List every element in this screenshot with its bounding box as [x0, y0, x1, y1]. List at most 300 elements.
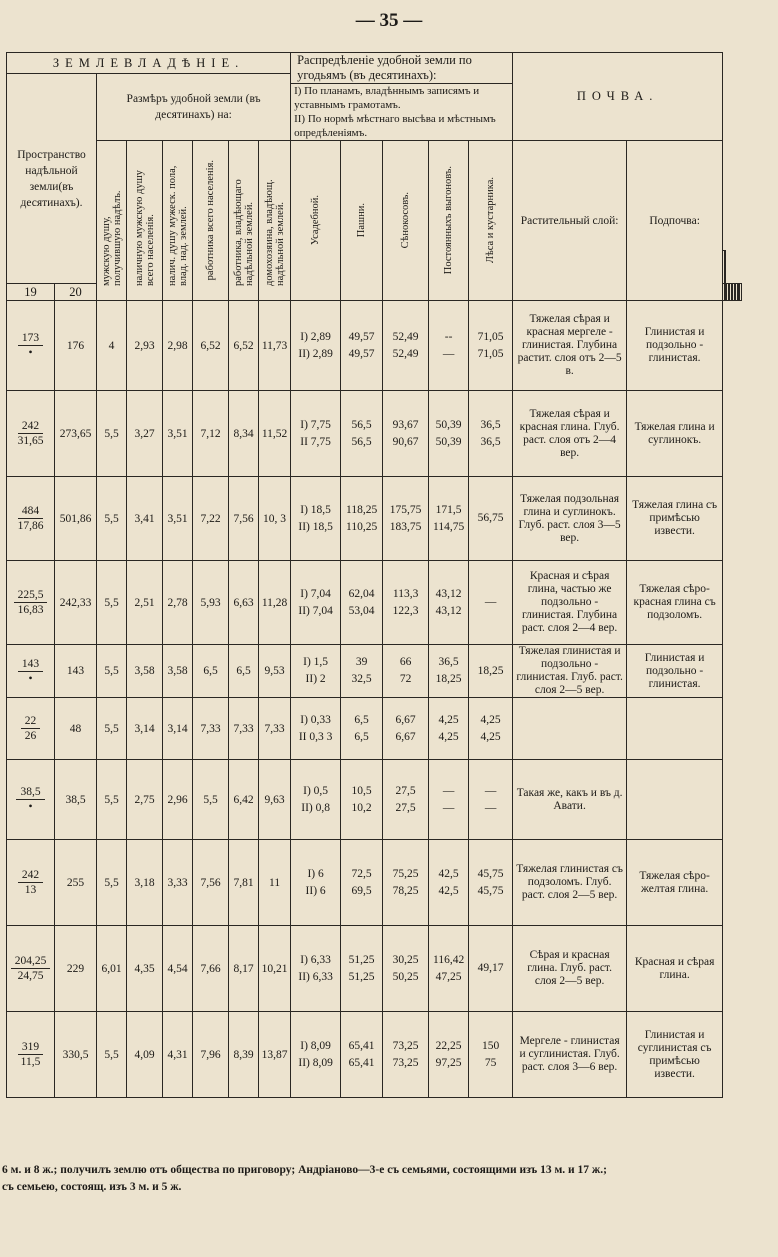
norm-value: 110,25: [346, 520, 378, 533]
norm-value: 18,25: [477, 664, 504, 677]
column-number: 20: [55, 284, 97, 301]
plan-value: 10,5: [351, 784, 372, 797]
distribution-cell: [341, 840, 383, 926]
plan-value: 36,5: [438, 656, 459, 668]
value-pair: [430, 586, 467, 620]
size-cell: 6,5: [193, 645, 229, 698]
distribution-cell: [383, 760, 429, 840]
size-cell: 10,21: [259, 926, 291, 1012]
value-pair: [342, 783, 381, 817]
size-cell: 6,01: [97, 926, 127, 1012]
size-cell: 5,5: [97, 477, 127, 561]
header-topsoil: Растительный слой:: [513, 141, 627, 301]
subsoil-cell: Тяжелая глина съ примѣсью извести.: [627, 477, 723, 561]
distribution-cell: [291, 1012, 341, 1098]
plan-value: 71,05: [477, 330, 504, 343]
distribution-cell: [383, 698, 429, 760]
size-cell: 2,93: [127, 301, 163, 391]
topsoil-cell: Тяжелая сѣрая и красная глина. Глуб. раст. слоя отъ 2—4 вер.: [513, 391, 627, 477]
norm-value: 122,3: [392, 604, 419, 617]
plan-value: 42,5: [438, 867, 459, 880]
value-pair: [342, 712, 381, 746]
size-cell: 7,66: [193, 926, 229, 1012]
size-cell: 5,5: [97, 391, 127, 477]
norm-value: 51,25: [348, 970, 375, 983]
plan-value: 116,42: [433, 953, 465, 966]
norm-value: 90,67: [392, 435, 419, 448]
column-number: [740, 284, 742, 301]
distribution-cell: [429, 840, 469, 926]
value-pair: [292, 952, 339, 986]
size-cell: 3,33: [163, 840, 193, 926]
size-cell: 6,42: [229, 760, 259, 840]
norm-value: 10,2: [351, 801, 372, 814]
plan-value: 171,5: [435, 503, 462, 516]
norm-value: 114,75: [433, 520, 465, 533]
unusable-value: 24,75: [17, 970, 44, 982]
distribution-cell: [383, 840, 429, 926]
topsoil-cell: Тяжелая сѣрая и красная мергеле - глинистая. Глубина растит. слоя отъ 2—5 в.: [513, 301, 627, 391]
distribution-cell: [469, 301, 513, 391]
norm-value: 73,25: [392, 1056, 419, 1069]
unusable-value: 26: [24, 730, 37, 742]
fraction: [18, 657, 43, 686]
plan-value: 52,49: [392, 330, 419, 343]
value-pair: [384, 952, 427, 986]
topsoil-cell: Тяжелая подзольная глина и суглинокъ. Глуб. раст. слоя 3—5 вер.: [513, 477, 627, 561]
col-28-header: Пашни.: [356, 203, 368, 238]
norm-value: II) 7,04: [298, 604, 333, 617]
fraction: [18, 504, 44, 533]
total-cell: 176: [55, 301, 97, 391]
value-pair: [430, 654, 467, 688]
plan-value: 50,39: [435, 418, 462, 431]
fraction: [18, 868, 43, 897]
col-26-header: домохозяина, владѣющ. надѣльной землей.: [263, 178, 286, 286]
size-cell: 11: [259, 840, 291, 926]
usable-unusable-cell: [7, 301, 55, 391]
col-22-header: наличную мужскую душу всего населенія.: [133, 169, 156, 286]
size-cell: 5,5: [97, 645, 127, 698]
norm-value: 52,49: [392, 347, 419, 360]
distribution-cell: [469, 926, 513, 1012]
value-pair: [470, 712, 511, 746]
total-cell: 255: [55, 840, 97, 926]
value-pair: [470, 417, 511, 451]
norm-value: II) 2: [305, 673, 326, 685]
distribution-cell: [469, 760, 513, 840]
page-number: — 35 —: [355, 10, 423, 31]
norm-value: 69,5: [351, 884, 372, 897]
subsoil-cell: Глинистая и суглинистая съ примѣсью извести.: [627, 1012, 723, 1098]
distribution-cell: [469, 840, 513, 926]
value-pair: [292, 502, 339, 536]
size-cell: 6,5: [229, 645, 259, 698]
table-row: [7, 645, 742, 698]
value-pair: [342, 502, 381, 536]
plan-value: 36,5: [480, 418, 501, 431]
norm-value: —: [484, 596, 497, 608]
norm-value: 71,05: [477, 347, 504, 360]
subsoil-cell: Тяжелая сѣро-красная глина съ подзоломъ.: [627, 561, 723, 645]
norm-value: 43,12: [435, 604, 462, 617]
plan-value: 30,25: [392, 953, 419, 966]
norm-value: 53,04: [348, 604, 375, 617]
usable-unusable-cell: [7, 698, 55, 760]
unusable-value: 16,83: [17, 604, 44, 616]
value-pair: [292, 712, 339, 746]
norm-value: 50,39: [435, 435, 462, 448]
value-pair: [470, 663, 511, 680]
plan-value: I) 18,5: [300, 503, 331, 516]
col-24-header: работника всего населенія.: [205, 160, 216, 281]
norm-value: 50,25: [392, 970, 419, 983]
norm-value: II) 2,89: [298, 347, 333, 360]
distribution-cell: [341, 698, 383, 760]
plan-value: 65,41: [348, 1039, 375, 1052]
distribution-cell: [291, 840, 341, 926]
unusable-value: 17,86: [17, 520, 44, 532]
distribution-cell: [429, 301, 469, 391]
value-pair: [430, 712, 467, 746]
usable-unusable-cell: [7, 645, 55, 698]
subsoil-cell: [627, 760, 723, 840]
size-cell: 3,18: [127, 840, 163, 926]
distribution-cell: [341, 301, 383, 391]
subsoil-cell: Красная и сѣрая глина.: [627, 926, 723, 1012]
usable-unusable-cell: [7, 840, 55, 926]
usable-value: 173: [18, 331, 43, 346]
col-21-header: мужскую душу, получившую надѣлъ.: [100, 190, 123, 286]
plan-value: —: [484, 784, 497, 797]
value-pair: [292, 654, 339, 688]
size-cell: 5,5: [97, 561, 127, 645]
size-cell: 3,27: [127, 391, 163, 477]
distribution-cell: [469, 645, 513, 698]
usable-unusable-cell: [7, 926, 55, 1012]
distribution-cell: [383, 1012, 429, 1098]
norm-value: 32,5: [351, 673, 372, 685]
value-pair: [292, 866, 339, 900]
plan-value: —: [442, 784, 455, 797]
plan-value: 118,25: [346, 503, 378, 516]
norm-value: —: [442, 347, 455, 360]
topsoil-cell: Тяжелая глинистая съ подзоломъ. Глуб. раст. слоя 2—5 вер.: [513, 840, 627, 926]
norm-value: 65,41: [348, 1056, 375, 1069]
size-cell: 2,96: [163, 760, 193, 840]
plan-value: 113,3: [392, 587, 419, 600]
subsoil-cell: Тяжелая глина и суглинокъ.: [627, 391, 723, 477]
usable-unusable-cell: [7, 391, 55, 477]
plan-value: I) 2,89: [300, 330, 331, 343]
plan-value: 43,12: [435, 587, 462, 600]
total-cell: 273,65: [55, 391, 97, 477]
distribution-cell: [291, 926, 341, 1012]
distribution-cell: [383, 645, 429, 698]
value-pair: [384, 586, 427, 620]
size-cell: 2,51: [127, 561, 163, 645]
norm-value: 27,5: [395, 801, 416, 814]
norm-value: 47,25: [435, 970, 462, 983]
plan-value: 6,67: [395, 713, 416, 726]
plan-value: 51,25: [348, 953, 375, 966]
size-cell: 11,28: [259, 561, 291, 645]
value-pair: [292, 417, 339, 451]
plan-value: 45,75: [477, 867, 504, 880]
usable-value: 242: [18, 419, 44, 434]
norm-value: 4,25: [438, 730, 459, 743]
size-cell: 7,22: [193, 477, 229, 561]
subsoil-cell: Глинистая и подзольно - глинистая.: [627, 645, 723, 698]
value-pair: [342, 586, 381, 620]
unusable-value: •: [28, 801, 33, 813]
distribution-cell: [341, 645, 383, 698]
fraction: [18, 419, 44, 448]
usable-value: 484: [18, 504, 44, 519]
plan-value: 73,25: [392, 1039, 419, 1052]
value-pair: [384, 712, 427, 746]
value-pair: [470, 594, 511, 611]
norm-value: II) 18,5: [298, 520, 333, 533]
header-subsoil: Подпочва:: [627, 141, 723, 301]
header-total: [724, 251, 725, 284]
usable-value: 143: [18, 657, 43, 672]
usable-value: 225,5: [14, 588, 48, 603]
distribution-cell: [341, 477, 383, 561]
topsoil-cell: Тяжелая глинистая и подзольно - глинистая. Глуб. раст. слоя 2—5 вер.: [513, 645, 627, 698]
value-pair: [430, 783, 467, 817]
size-cell: 2,98: [163, 301, 193, 391]
total-cell: 242,33: [55, 561, 97, 645]
col-30-header: Постоянныхъ выгоновъ.: [443, 166, 455, 275]
norm-value: 45,75: [477, 884, 504, 897]
total-cell: 229: [55, 926, 97, 1012]
plan-value: 75,25: [392, 867, 419, 880]
plan-value: I) 0,33: [300, 713, 331, 726]
distribution-cell: [383, 477, 429, 561]
size-cell: 4,09: [127, 1012, 163, 1098]
value-pair: [430, 417, 467, 451]
distribution-cell: [469, 477, 513, 561]
distribution-cell: [341, 391, 383, 477]
table-row: [7, 760, 742, 840]
norm-value: —: [484, 801, 497, 814]
norm-value: II) 0,8: [301, 801, 330, 814]
distribution-cell: [291, 561, 341, 645]
usable-value: 319: [18, 1040, 43, 1055]
value-pair: [470, 510, 511, 527]
value-pair: [384, 502, 427, 536]
size-cell: 7,56: [229, 477, 259, 561]
distribution-cell: [291, 645, 341, 698]
header-space: Пространство надѣльной земли(въ десятинахъ).: [7, 74, 97, 284]
fraction: [18, 1040, 43, 1069]
distribution-cell: [383, 561, 429, 645]
plan-value: 22,25: [435, 1039, 462, 1052]
size-cell: 7,56: [193, 840, 229, 926]
size-cell: 5,5: [193, 760, 229, 840]
size-cell: 7,96: [193, 1012, 229, 1098]
value-pair: [470, 783, 511, 817]
size-cell: 9,53: [259, 645, 291, 698]
usable-value: 204,25: [11, 954, 51, 969]
table-row: [7, 561, 742, 645]
table-row: [7, 477, 742, 561]
value-pair: [342, 952, 381, 986]
norm-value: 72: [399, 673, 412, 685]
col-25-header: работника, владѣющаго надѣльной землей.: [232, 178, 255, 286]
total-cell: 143: [55, 645, 97, 698]
column-number: 19: [7, 284, 55, 301]
value-pair: [342, 866, 381, 900]
norm-value: 6,5: [354, 730, 369, 743]
size-cell: 3,14: [163, 698, 193, 760]
footer-line-2: съ семьею, состоящ. изъ 3 м. и 5 ж.: [2, 1181, 182, 1193]
unusable-value: 11,5: [20, 1056, 41, 1068]
size-cell: 5,93: [193, 561, 229, 645]
topsoil-cell: Мергеле - глинистая и суглинистая. Глуб. раст. слоя 3—6 вер.: [513, 1012, 627, 1098]
plan-value: 150: [481, 1039, 500, 1052]
size-cell: 7,81: [229, 840, 259, 926]
value-pair: [470, 866, 511, 900]
plan-value: 4,25: [480, 713, 501, 726]
distribution-cell: [291, 301, 341, 391]
footer: [0, 1162, 778, 1196]
size-cell: 3,14: [127, 698, 163, 760]
value-pair: [430, 502, 467, 536]
size-cell: 3,51: [163, 477, 193, 561]
size-cell: 8,39: [229, 1012, 259, 1098]
size-cell: 3,58: [163, 645, 193, 698]
fraction: [16, 785, 44, 814]
total-cell: 501,86: [55, 477, 97, 561]
size-cell: 4,35: [127, 926, 163, 1012]
plan-value: I) 7,75: [300, 418, 331, 431]
table-row: [7, 391, 742, 477]
distribution-cell: [429, 760, 469, 840]
footer-line-1: 6 м. и 8 ж.; получилъ землю отъ общества по приговору; Андріаново—3-е съ семьями, состоящими изъ 13 м. и 17 ж.;: [2, 1164, 607, 1176]
value-pair: [342, 329, 381, 363]
distribution-cell: [341, 561, 383, 645]
distribution-cell: [469, 1012, 513, 1098]
usable-unusable-cell: [7, 760, 55, 840]
norm-value: 78,25: [392, 884, 419, 897]
col-31-header: Лѣса и кустарника.: [485, 177, 497, 264]
unusable-value: •: [28, 347, 33, 359]
distribution-cell: [383, 301, 429, 391]
subsoil-cell: Тяжелая сѣро-желтая глина.: [627, 840, 723, 926]
distribution-cell: [469, 561, 513, 645]
distribution-cell: [429, 645, 469, 698]
plan-value: 66: [399, 656, 412, 668]
land-table: [6, 52, 742, 1098]
distribution-cell: [291, 760, 341, 840]
size-cell: 3,58: [127, 645, 163, 698]
total-cell: 48: [55, 698, 97, 760]
value-pair: [292, 586, 339, 620]
norm-value: II) 6: [305, 884, 326, 897]
distribution-cell: [429, 698, 469, 760]
norm-value: 56,75: [477, 512, 504, 524]
unusable-value: •: [28, 672, 33, 685]
size-cell: 5,5: [97, 840, 127, 926]
plan-value: 175,75: [389, 503, 422, 516]
size-cell: 7,33: [193, 698, 229, 760]
usable-value: 22: [21, 714, 41, 729]
usable-unusable-cell: [7, 1012, 55, 1098]
norm-value: 49,57: [348, 347, 375, 360]
value-pair: [292, 1038, 339, 1072]
norm-value: II) 8,09: [298, 1056, 333, 1069]
subsoil-cell: Глинистая и подзольно - глинистая.: [627, 301, 723, 391]
distribution-cell: [469, 698, 513, 760]
size-cell: 2,75: [127, 760, 163, 840]
plan-line-1: I) По планамъ, владѣннымъ записямъ и уставнымъ грамотамъ.: [294, 85, 480, 111]
distribution-cell: [429, 391, 469, 477]
table-row: [7, 840, 742, 926]
distribution-cell: [469, 391, 513, 477]
usable-unusable-cell: [7, 561, 55, 645]
fraction: [11, 954, 51, 983]
table-row: [7, 926, 742, 1012]
norm-value: 49,17: [477, 962, 504, 974]
col-23-header: налич. душу мужеск. пола, влад. над. землей.: [166, 165, 189, 286]
norm-value: 56,5: [351, 435, 372, 448]
size-cell: 3,41: [127, 477, 163, 561]
topsoil-cell: Такая же, какъ и въ д. Авати.: [513, 760, 627, 840]
fraction: [21, 714, 41, 743]
norm-value: 183,75: [389, 520, 422, 533]
plan-value: 56,5: [351, 418, 372, 431]
value-pair: [430, 329, 467, 363]
value-pair: [470, 329, 511, 363]
distribution-cell: [291, 698, 341, 760]
plan-value: 49,57: [348, 330, 375, 343]
norm-value: II) 6,33: [298, 970, 333, 983]
plan-value: I) 0,5: [303, 784, 329, 797]
value-pair: [384, 783, 427, 817]
size-cell: 5,5: [97, 1012, 127, 1098]
plan-value: 6,5: [354, 713, 369, 726]
total-cell: 330,5: [55, 1012, 97, 1098]
total-cell: 38,5: [55, 760, 97, 840]
value-pair: [292, 329, 339, 363]
distribution-cell: [429, 926, 469, 1012]
size-cell: 6,52: [193, 301, 229, 391]
usable-unusable-cell: [7, 477, 55, 561]
value-pair: [430, 866, 467, 900]
fraction: [14, 588, 48, 617]
topsoil-cell: [513, 698, 627, 760]
distribution-cell: [429, 1012, 469, 1098]
data-rows: [7, 301, 742, 1098]
header-soil: ПОЧВА.: [513, 53, 723, 141]
size-cell: 5,5: [97, 698, 127, 760]
norm-value: 42,5: [438, 884, 459, 897]
distribution-cell: [429, 561, 469, 645]
plan-value: I) 6,33: [300, 953, 331, 966]
value-pair: [342, 654, 381, 688]
size-cell: 10, 3: [259, 477, 291, 561]
distribution-cell: [341, 926, 383, 1012]
size-cell: 11,52: [259, 391, 291, 477]
unusable-value: 13: [24, 884, 37, 896]
size-cell: 11,73: [259, 301, 291, 391]
plan-value: 93,67: [392, 418, 419, 431]
header-size: Размѣръ удобной земли (въ десятинахъ) на:: [97, 74, 291, 141]
size-cell: 4,31: [163, 1012, 193, 1098]
value-pair: [384, 654, 427, 688]
